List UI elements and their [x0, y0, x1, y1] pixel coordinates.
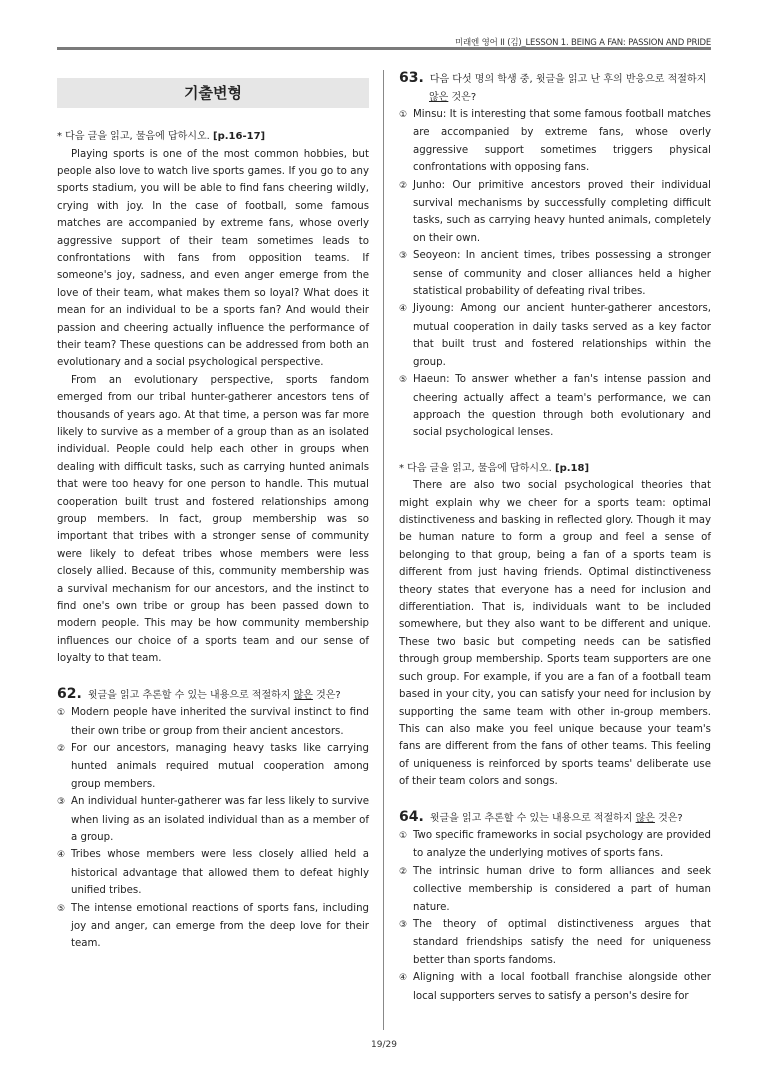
right-column: [399, 70, 711, 1005]
left-column: [57, 70, 369, 953]
option-text: Aligning with a local football franchise alongside other local supporters serves to satisfy a person's desire for: [413, 972, 711, 1002]
prompt-underlined: 않은: [293, 689, 313, 701]
option-mark: ③: [399, 920, 408, 931]
question-62-prompt: [57, 686, 369, 705]
option-mark: ③: [57, 797, 66, 808]
prompt-text-end: 것은?: [448, 91, 477, 103]
option-text: Tribes whose members were less closely allied held a historical advantage that allowed them to defeat highly unified tribes.: [71, 849, 369, 897]
option-mark: ④: [399, 304, 408, 315]
page-reference: [p.16-17]: [213, 131, 266, 142]
prompt-text-end: 것은?: [654, 812, 683, 824]
question-number: 63.: [399, 70, 424, 86]
option-mark: ①: [399, 110, 408, 120]
option-text: Two specific frameworks in social psychology are provided to analyze the underlying motives of sports fans.: [413, 830, 711, 860]
prompt-text: 윗글을 읽고 추론할 수 있는 내용으로 적절하지: [429, 812, 636, 824]
passage1-paragraph-2: From an evolutionary perspective, sports fandom emerged from our tribal hunter-gatherer ancestors tens of thousands of years ago. At that time, a person was far more likely to survive as a member of a group than as an isolated individual. People could help each other in groups when dealing with difficult tasks, such as carrying hunted animals that were too heavy for one person to handle. This mutual cooperation built trust and fostered relationships among group members. In fact, group membership was so important that tribes with a stronger sense of community were likely to defeat tribes whose members were less closely allied. Because of this, community membership was a survival mechanism for our ancestors, and the instinct to find one's own tribe or group has been passed down to modern people. This may be how community membership influences our choice of a sports team and our sense of loyalty to that team.: [57, 374, 369, 665]
question-63-prompt: [399, 70, 711, 106]
q64-option-1: [399, 827, 711, 863]
instruction-text: * 다음 글을 읽고, 물음에 답하시오.: [57, 131, 210, 142]
q62-option-1: [57, 704, 369, 740]
option-mark: ①: [399, 831, 408, 842]
option-mark: ④: [57, 850, 66, 861]
passage2-instruction: [399, 460, 711, 478]
header-rule: [57, 47, 711, 50]
option-mark: ②: [399, 866, 408, 877]
option-text: The intrinsic human drive to form alliances and seek collective membership is considered a part of human nature.: [413, 865, 711, 913]
page-reference: [p.18]: [555, 462, 590, 474]
prompt-text: 다음 다섯 명의 학생 중, 윗글을 읽고 난 후의 반응으로 적절하지: [429, 74, 707, 85]
option-mark: ④: [399, 973, 408, 984]
question-number: 64.: [399, 808, 424, 825]
passage1-instruction: [57, 128, 369, 146]
option-text: The intense emotional reactions of sports fans, including joy and anger, can emerge from the deep love for their team.: [71, 902, 369, 950]
option-mark: ②: [57, 744, 66, 754]
option-mark: ⑤: [57, 903, 66, 914]
running-header: 미래엔 영어 II (김)_LESSON 1. BEING A FAN: PASSION AND PRIDE: [455, 38, 711, 48]
q62-option-4: [57, 846, 369, 899]
prompt-underlined: 않은: [429, 91, 449, 103]
option-text: Junho: Our primitive ancestors proved their individual survival mechanisms by successfully completing difficult tasks, such as carrying heavy hunted animals, completely on their own.: [413, 179, 711, 244]
instruction-text: * 다음 글을 읽고, 물음에 답하시오.: [399, 462, 552, 474]
q62-option-3: [57, 793, 369, 846]
section-title: 기출변형: [57, 78, 369, 108]
q63-option-4: [399, 300, 711, 371]
q63-option-3: [399, 247, 711, 300]
prompt-text: 윗글을 읽고 추론할 수 있는 내용으로 적절하지: [87, 689, 294, 701]
question-64-prompt: [399, 809, 711, 828]
q64-option-2: [399, 863, 711, 916]
column-divider: [383, 70, 384, 1030]
option-text: An individual hunter-gatherer was far less likely to survive when living as an isolated individual than as a member of a group.: [71, 796, 369, 844]
prompt-underlined: 않은: [635, 812, 655, 824]
option-text: Haeun: To answer whether a fan's intense passion and cheering actually affect a team's performance, we can approach the question through both evolutionary and social psychological lenses.: [413, 374, 711, 439]
option-text: Seoyeon: In ancient times, tribes possessing a stronger sense of community and closer alliances held a higher statistical probability of defeating rival tribes.: [413, 250, 711, 298]
option-text: Minsu: It is interesting that some famous football matches are accompanied by extreme fans, whose overly aggressive support sometimes triggers physical confrontations with opposing fans.: [413, 109, 711, 174]
option-mark: ③: [399, 251, 408, 262]
q63-option-2: [399, 177, 711, 248]
q63-option-5: [399, 371, 711, 442]
option-text: For our ancestors, managing heavy tasks like carrying hunted animals required mutual cooperation among group members.: [71, 743, 369, 790]
q62-option-2: [57, 740, 369, 793]
q64-option-4: [399, 969, 711, 1005]
option-text: Jiyoung: Among our ancient hunter-gatherer ancestors, mutual cooperation in daily tasks served as a key factor that built trust and fostered relationships within the group.: [413, 303, 711, 368]
passage2-paragraph-1: There are also two social psychological theories that might explain why we cheer for a sports team: optimal distinctiveness and basking in reflected glory. Though it may be human nature to form a group and feel a sense of belonging to that group, being a fan of a sports team is different from just having friends. Optimal distinctiveness theory states that everyone has a need for inclusion and differentiation. That is, individuals want to be included somewhere, but they also want to be different and unique. These two basic but competing needs can be satisfied through group membership. Sports team supporters are one such group. For example, if you are a fan of a football team based in your city, you can satisfy your need for inclusion by supporting the same team with other in-group members. This can also make you feel unique because your team's fans are different from the fans of other teams. This feeling of uniqueness is reinforced by sports teams' deliberate use of their team colors and songs.: [399, 480, 711, 788]
option-text: The theory of optimal distinctiveness argues that standard friendships satisfy the need for uniqueness better than sports fandoms.: [413, 919, 711, 966]
option-mark: ⑤: [399, 375, 408, 386]
q63-option-1: [399, 106, 711, 177]
option-mark: ①: [57, 708, 66, 719]
q64-option-3: [399, 916, 711, 969]
question-number: 62.: [57, 685, 82, 702]
option-mark: ②: [399, 180, 408, 191]
prompt-text-end: 것은?: [312, 689, 341, 701]
q62-option-5: [57, 900, 369, 953]
option-text: Modern people have inherited the survival instinct to find their own tribe or group from their ancient ancestors.: [71, 707, 369, 737]
passage1-paragraph-1: Playing sports is one of the most common hobbies, but people also love to watch live sports games. If you go to any sports stadium, you will be able to find fans cheering wildly, crying with joy. In the case of football, some famous matches are accompanied by extreme fans, whose overly aggressive support of their team sometimes leads to confrontations with fans from opposition teams. If someone's joy, sadness, and even anger emerge from the love of their team, what makes them so loyal? What does it mean for an individual to be a sports fan? And would their passion and cheering actually influence the performance of their team? These questions can be addressed from both an evolutionary and a social psychological perspective.: [57, 148, 369, 369]
page-number: 19/29: [371, 1040, 397, 1050]
